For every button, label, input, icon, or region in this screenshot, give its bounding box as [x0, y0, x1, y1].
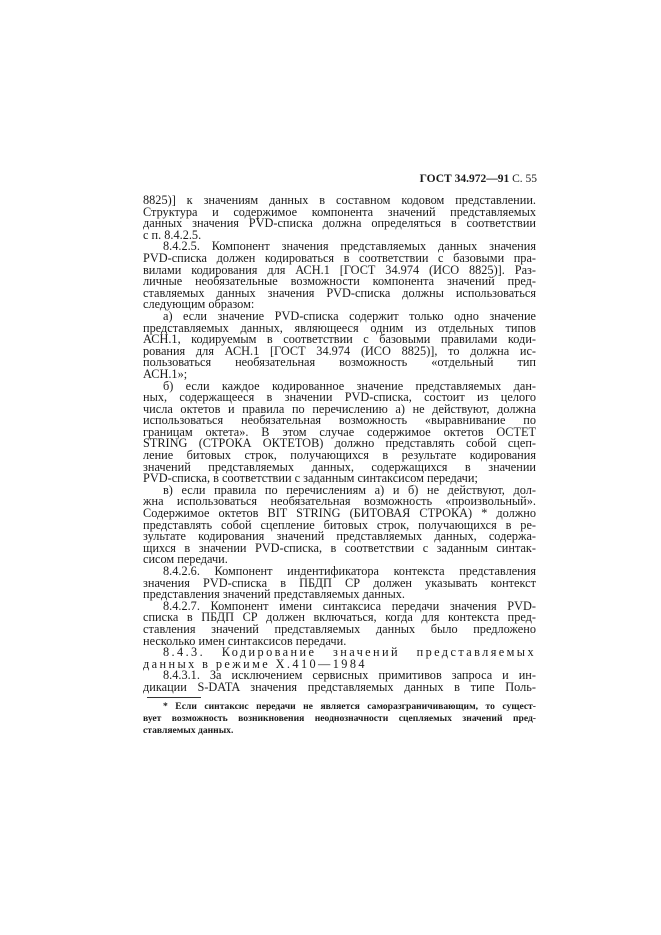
text-line: 8.4.2.6. Компонент индентификатора контекста представления [163, 564, 536, 578]
text-line: рования для АСН.1 [ГОСТ 34.974 (ИСО 8825)], то должна ис- [143, 343, 536, 358]
footnote [143, 701, 536, 736]
text-line: ных, содержащееся в значении PVD-списка, состоит из целого [143, 390, 536, 405]
standard-number: ГОСТ 34.972—91 [419, 173, 510, 185]
footnote-divider [147, 697, 201, 698]
text-line: представления значений представляемых данных. [143, 587, 405, 602]
text-line: Структура и содержимое компонента значений представляемых [143, 204, 536, 219]
text-line: ставления значений представляемых данных было предложено [143, 621, 536, 636]
text-line: с п. 8.4.2.5. [143, 227, 202, 242]
footnote-line: * Если синтаксис передачи не является саморазграничивающим, то сущест- [163, 701, 536, 712]
text-line: границам октета». В этом случае содержимое октетов OCTET [143, 424, 536, 439]
page-number: С. 55 [512, 173, 537, 185]
text-line: представлять собой сцепление битовых строк, получающихся в ре- [143, 517, 536, 532]
text-line: 8.4.2.5. Компонент значения представляемых данных значения [163, 239, 536, 254]
text-line: дикации S-DATA значения представляемых данных в типе Поль- [143, 679, 536, 694]
text-line: следующим образом: [143, 297, 255, 312]
text-line: PVD-списка, в соответствии с заданным синтаксисом передачи; [143, 471, 478, 486]
text-line: сисом передачи. [143, 552, 228, 567]
text-line: щихся в значении PVD-списка, в соответствии с заданным синтак- [143, 540, 536, 555]
text-line: а) если значение PVD-списка содержит только одно значение [163, 308, 536, 323]
text-line: ставляемых данных значения PVD-списка должны использоваться [143, 285, 536, 300]
text-line: значения PVD-списка в ПБДП СР должен указывать контекст [143, 575, 536, 590]
footnote-line: вует возможность возникновения неоднозначности сцепляемых значений пред- [143, 712, 536, 724]
text-line: ление битовых строк, получающихся в результате кодирования [143, 448, 536, 463]
text-line: зультате кодирования значений представляемых данных, содержа- [143, 529, 536, 544]
text-line: Содержимое октетов BIT STRING (БИТОВАЯ СТРОКА) * должно [143, 506, 536, 521]
text-line: вилами кодирования для АСН.1 [ГОСТ 34.974 (ИСО 8825)]. Раз- [143, 262, 536, 277]
text-line: 8.4.3.1. За исключением сервисных примитивов запроса и ин- [163, 668, 536, 683]
footnote-line: ставляемых данных. [143, 724, 234, 736]
text-line: несколько имен синтаксисов передачи. [143, 633, 347, 648]
text-line: б) если каждое кодированное значение представляемых дан- [163, 378, 536, 393]
text-line: 8.4.2.7. Компонент имени синтаксиса передачи значения PVD- [163, 598, 536, 613]
text-line: АСН.1, кодируемым в соответствии с базовыми правилами коди- [143, 332, 536, 347]
text-line: STRING (СТРОКА ОКТЕТОВ) должно представлять собой сцеп- [143, 436, 536, 451]
text-line: списка в ПБДП СР должен включаться, когда для контекста пред- [143, 610, 536, 625]
text-line: АСН.1»; [143, 366, 188, 381]
text-line: жна использоваться необязательная возможность «произвольный». [143, 494, 536, 509]
running-header [400, 173, 537, 185]
text-line: использоваться необязательная возможность «выравнивание по [143, 413, 536, 428]
text-line: в) если правила по перечислениям а) и б) не действуют, дол- [163, 482, 536, 497]
text-line: представляемых данных, являющееся одним из отдельных типов [143, 320, 536, 335]
text-line: данных значения PVD-списка должна определяться в соответствии [143, 216, 536, 231]
text-line: пользоваться необязательная возможность «отдельный тип [143, 355, 536, 370]
text-line: данных в режиме X.410—1984 [143, 656, 367, 671]
body-text [143, 195, 536, 694]
text-line: числа октетов и правила по перечислению а) не действуют, должна [143, 401, 536, 416]
text-line: 8.4.3. Кодирование значений представляемых [163, 645, 536, 660]
text-line: значений представляемых данных, содержащихся в значении [143, 459, 536, 474]
text-line: 8825)] к значениям данных в составном кодовом представлении. [143, 193, 536, 207]
text-line: личные необязательные возможности компонента значений пред- [143, 274, 536, 289]
text-line: PVD-списка должен кодироваться в соответствии с базовыми пра- [143, 250, 536, 265]
